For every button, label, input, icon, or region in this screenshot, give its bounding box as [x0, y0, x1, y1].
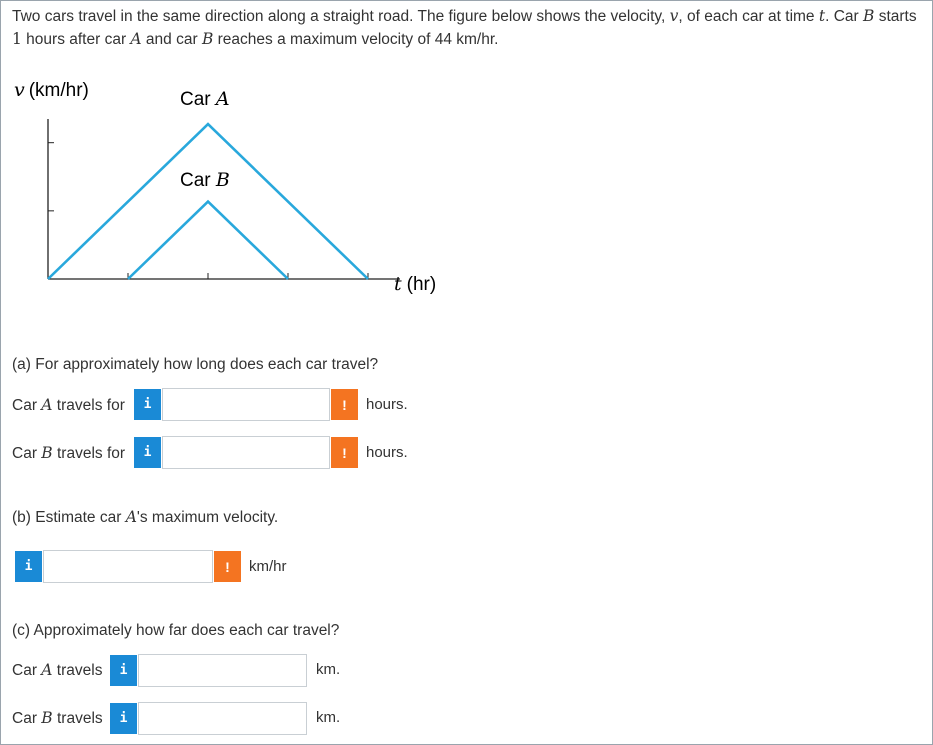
label-post: travels for — [52, 445, 126, 462]
label-var: A — [41, 661, 53, 679]
part-a-text: For approximately how long does each car travel? — [30, 356, 379, 373]
car-a-duration-input[interactable] — [162, 388, 330, 421]
part-a-question — [12, 356, 378, 374]
y-axis-var: v — [14, 79, 25, 101]
part-a-car-a-label — [12, 396, 125, 415]
car-a-distance-unit: km. — [316, 661, 341, 678]
x-axis-var: t — [394, 273, 402, 295]
car-a-label — [180, 88, 230, 110]
part-a-prefix: (a) — [12, 356, 31, 373]
part-b-prefix: (b) — [12, 509, 31, 526]
label-var: A — [41, 396, 53, 414]
max-velocity-input[interactable] — [43, 550, 213, 583]
warning-icon: ! — [331, 389, 358, 420]
car-a-label-text: Car — [180, 89, 216, 110]
part-c-prefix: (c) — [12, 622, 31, 639]
x-axis-unit: (hr) — [406, 274, 437, 295]
velocity-graph — [0, 0, 933, 330]
var-t: t — [818, 7, 826, 25]
label-pre: Car — [12, 710, 42, 727]
info-icon[interactable]: i — [110, 655, 137, 686]
part-c-question — [12, 622, 339, 640]
chart-layer — [48, 119, 400, 279]
car-b-label-var: B — [215, 169, 230, 191]
car-b-label-text: Car — [180, 170, 216, 191]
label-post: travels — [52, 662, 103, 679]
info-icon[interactable]: i — [134, 389, 161, 420]
part-c-car-a-label — [12, 661, 102, 680]
part-a-car-b-label — [12, 444, 125, 463]
y-axis-unit: (km/hr) — [28, 80, 89, 101]
label-pre: Car — [12, 397, 42, 414]
info-icon[interactable]: i — [15, 551, 42, 582]
part-b-text-post: 's maximum velocity. — [136, 509, 279, 526]
problem-text-5: hours after car — [21, 31, 131, 48]
var-a: A — [130, 30, 142, 48]
car-b-duration-input[interactable] — [162, 436, 330, 469]
problem-text-2: , of each car at time — [678, 8, 819, 25]
warning-icon: ! — [331, 437, 358, 468]
label-pre: Car — [12, 662, 42, 679]
car-a-distance-input[interactable] — [138, 654, 307, 687]
label-post: travels for — [52, 397, 125, 414]
part-b-text-pre: Estimate car — [30, 509, 126, 526]
var-v: v — [669, 7, 679, 25]
var-b-2: B — [201, 30, 214, 48]
problem-text-4: starts — [874, 8, 917, 25]
car-a-duration-unit: hours. — [366, 396, 408, 413]
info-icon[interactable]: i — [134, 437, 161, 468]
max-velocity-unit: km/hr — [249, 558, 287, 575]
problem-text-6: and car — [141, 31, 202, 48]
problem-text-3: . Car — [825, 8, 863, 25]
problem-text-1: Two cars travel in the same direction along a straight road. The figure below shows the velocity, — [12, 8, 670, 25]
warning-icon: ! — [214, 551, 241, 582]
label-var: B — [41, 709, 53, 727]
car-b-distance-input[interactable] — [138, 702, 307, 735]
label-post: travels — [52, 710, 103, 727]
label-pre: Car — [12, 445, 42, 462]
num-one: 1 — [12, 30, 22, 48]
car-b-distance-unit: km. — [316, 709, 341, 726]
problem-text-7: reaches a maximum velocity of 44 km/hr. — [213, 31, 499, 48]
velocity-line-car-b — [128, 202, 288, 279]
y-axis-label — [14, 79, 89, 101]
part-c-text: Approximately how far does each car travel? — [30, 622, 340, 639]
car-a-label-var: A — [215, 88, 230, 110]
label-var: B — [41, 444, 53, 462]
car-b-duration-unit: hours. — [366, 444, 408, 461]
var-b: B — [863, 7, 875, 25]
part-b-var: A — [125, 508, 137, 526]
car-b-label — [180, 169, 230, 191]
info-icon[interactable]: i — [110, 703, 137, 734]
x-axis-label — [394, 273, 436, 295]
part-c-car-b-label — [12, 709, 103, 728]
part-b-question — [12, 508, 278, 527]
